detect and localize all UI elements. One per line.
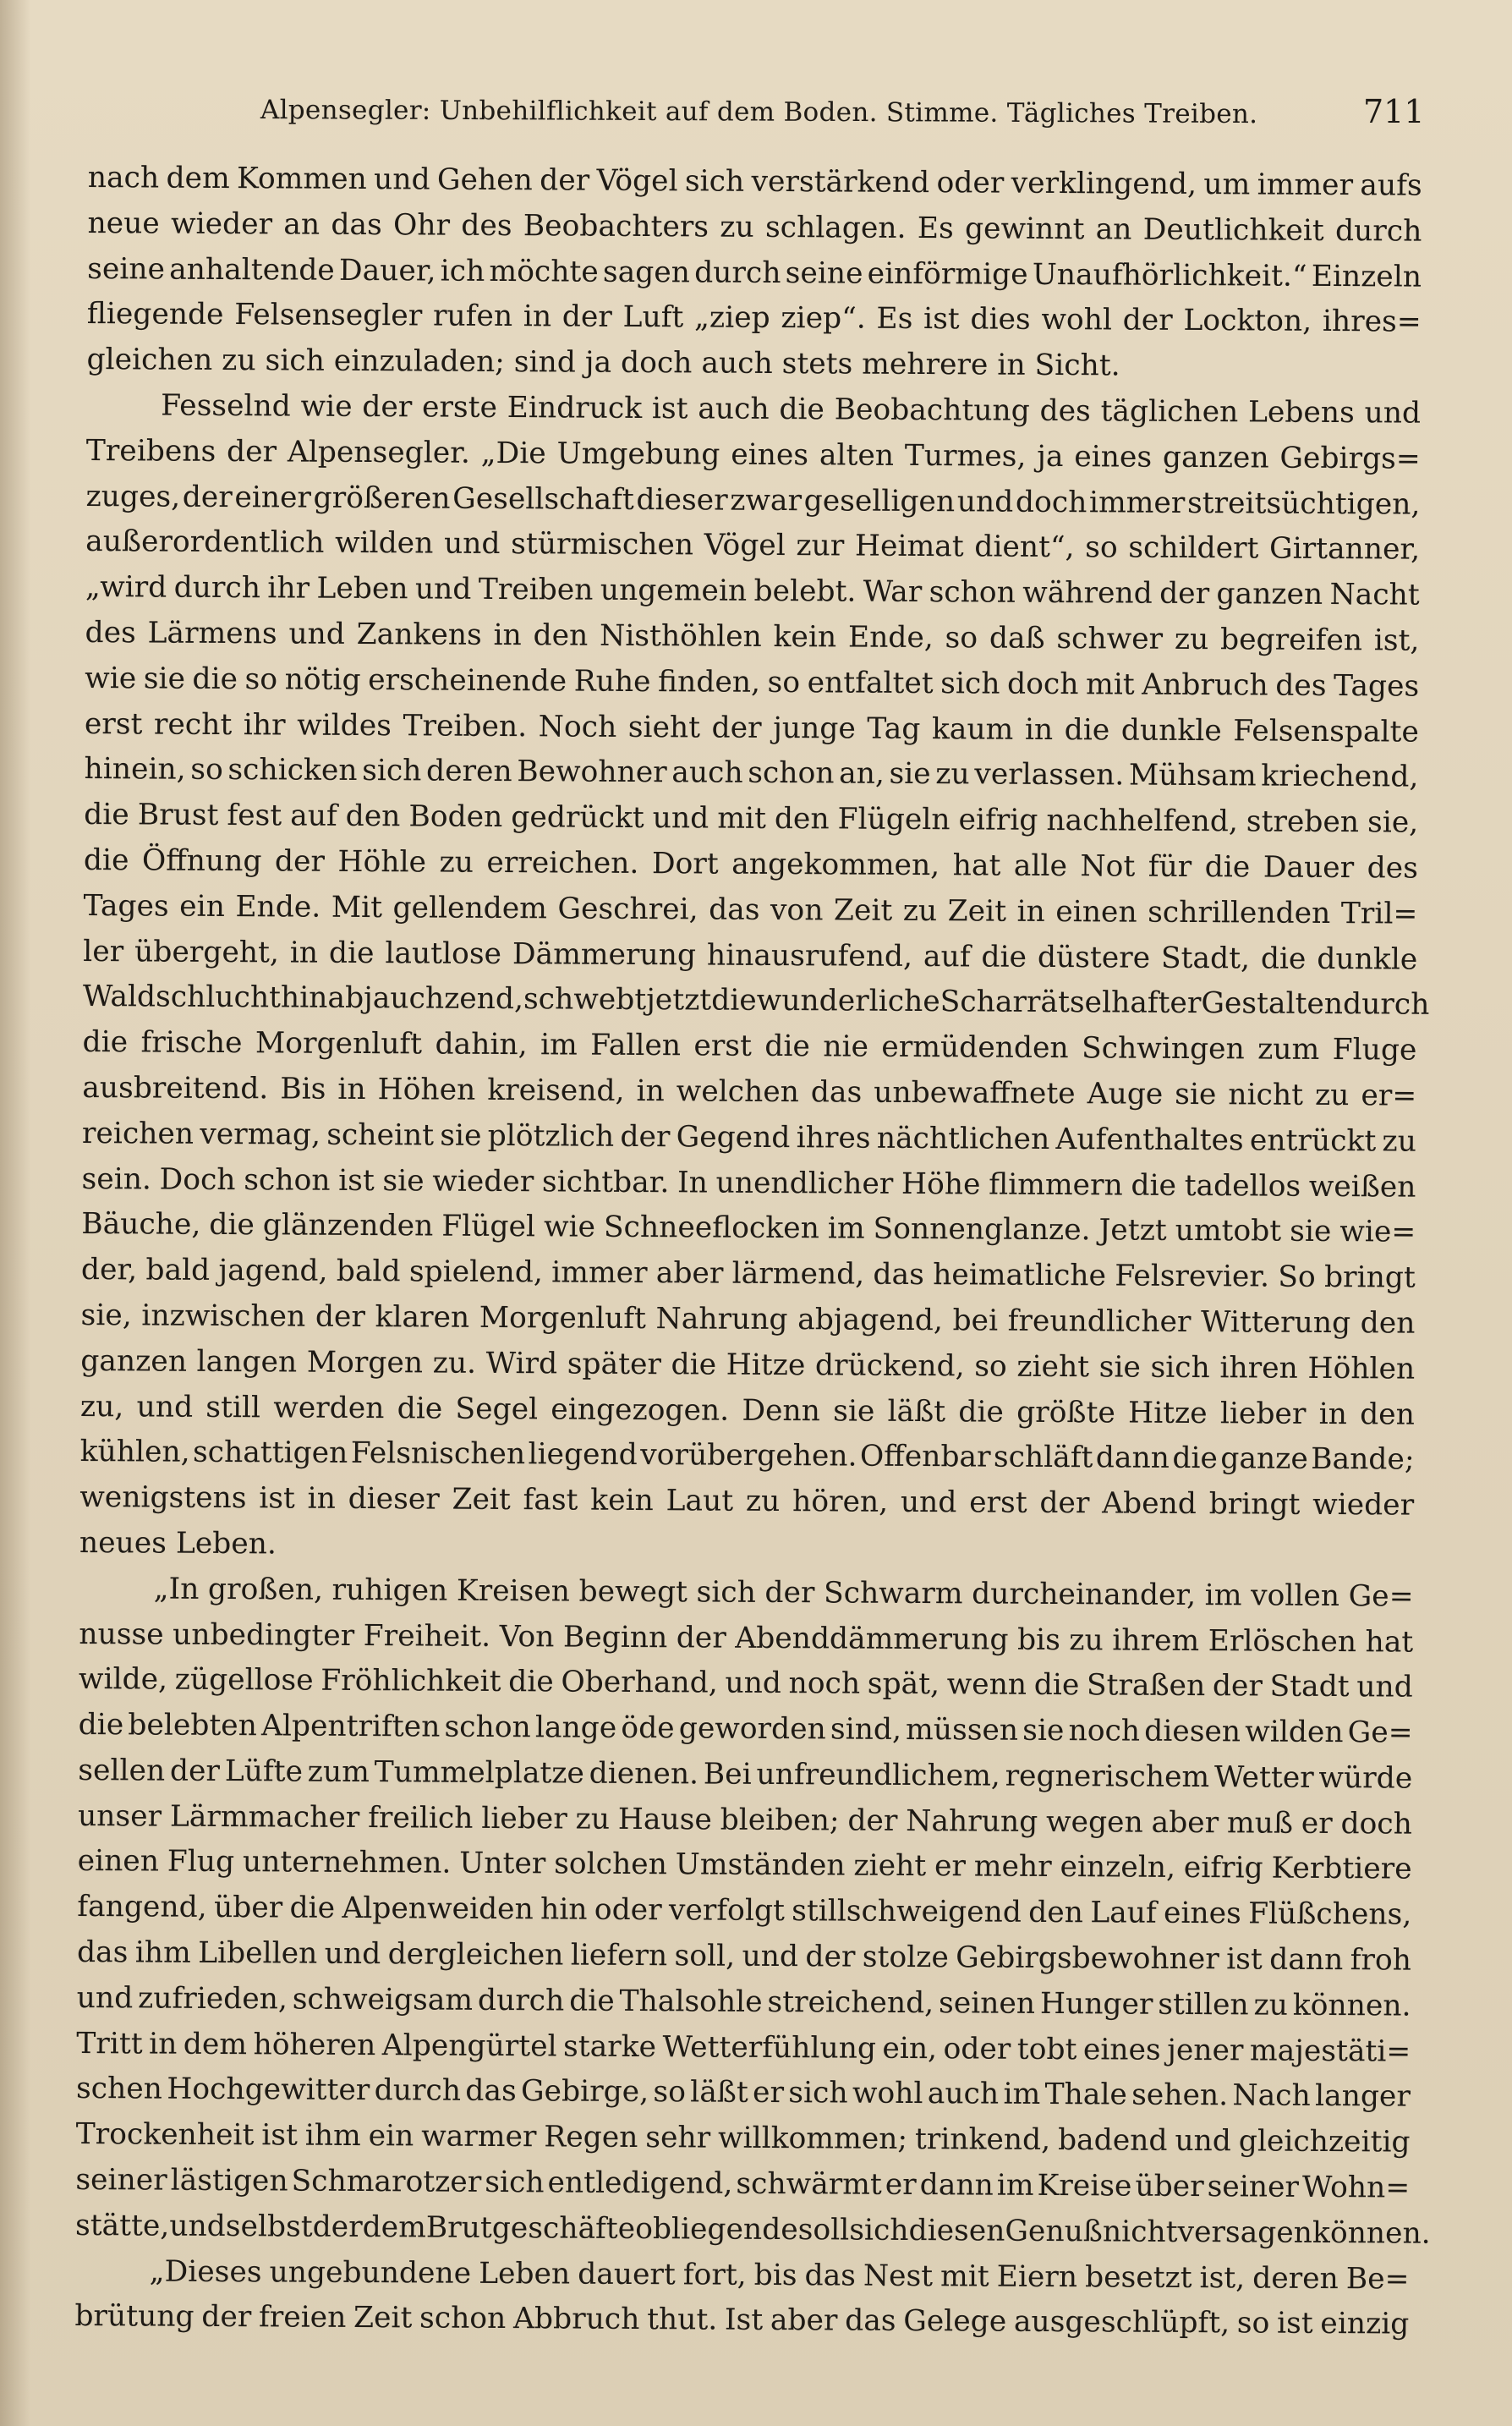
text-line: wie sie die so nötig erscheinende Ruhe finden, so entfaltet sich doch mit Anbruch des Tages — [85, 661, 1420, 704]
text-line: hinein, so schicken sich deren Bewohner auch schon an, sie zu verlassen. Mühsam kriechend, — [84, 752, 1419, 794]
text-line: einen Flug unternehmen. Unter solchen Umständen zieht er mehr einzeln, eifrig Kerbtiere — [77, 1844, 1412, 1887]
text-line: gleichen zu sich einzuladen; sind ja doch auch stets mehrere in Sicht. — [86, 343, 1120, 383]
text-line: wenigstens ist in dieser Zeit fast kein Laut zu hören, und erst der Abend bringt wieder — [79, 1480, 1415, 1523]
text-line: unser Lärmmacher freilich lieber zu Hause bleiben; der Nahrung wegen aber muß er doch — [77, 1798, 1413, 1841]
text-line: Waldschlucht hinabjauchzend, schwebt jetzt die wunderliche Schar rätselhafter Gestalten durch — [82, 980, 1430, 1023]
text-line: wilde, zügellose Fröhlichkeit die Oberhand, und noch spät, wenn die Straßen der Stadt und — [78, 1662, 1413, 1704]
text-line: fliegende Felsensegler rufen in der Luft „ziep ziep“. Es ist dies wohl der Lockton, ihres= — [86, 297, 1422, 340]
text-line: das ihm Libellen und dergleichen liefern soll, und der stolze Gebirgsbewohner ist dann froh — [76, 1935, 1412, 1978]
text-line: nusse unbedingter Freiheit. Von Beginn der Abenddämmerung bis zu ihrem Erlöschen hat — [79, 1616, 1414, 1660]
text-line: der, bald jagend, bald spielend, immer aber lärmend, das heimatliche Felsrevier. So bringt — [80, 1253, 1416, 1295]
text-line: Bäuche, die glänzenden Flügel wie Schneeflocken im Sonnenglanze. Jetzt umtobt sie wie= — [81, 1207, 1416, 1249]
text-line: außerordentlich wilden und stürmischen Vögel zur Heimat dient“, so schildert Girtanner, — [85, 524, 1421, 568]
text-line: schen Hochgewitter durch das Gebirge, so läßt er sich wohl auch im Thale sehen. Nach langer — [75, 2072, 1411, 2115]
text-line: die frische Morgenluft dahin, im Fallen erst die nie ermüdenden Schwingen zum Fluge — [82, 1025, 1417, 1068]
text-line: zu, und still werden die Segel eingezogen. Denn sie läßt die größte Hitze lieber in den — [79, 1389, 1416, 1432]
text-line: ausbreitend. Bis in Höhen kreisend, in welchen das unbewaffnete Auge sie nicht zu er= — [82, 1070, 1417, 1113]
text-line: Tritt in dem höheren Alpengürtel starke Wetterfühlung ein, oder tobt eines jener majestäti= — [76, 2026, 1411, 2069]
text-line: die Brust fest auf den Boden gedrückt und mit den Flügeln eifrig nachhelfend, streben sie, — [84, 798, 1419, 840]
text-line: Trockenheit ist ihm ein warmer Regen sehr willkommen; trinkend, badend und gleichzeitig — [75, 2117, 1411, 2160]
body-text — [74, 156, 1431, 2348]
text-line: die Öffnung der Höhle zu erreichen. Dort angekommen, hat alle Not für die Dauer des — [83, 843, 1418, 886]
text-line: Treibens der Alpensegler. „Die Umgebung eines alten Turmes, ja eines ganzen Gebirgs= — [85, 433, 1421, 476]
page-number: 711 — [1363, 93, 1425, 130]
text-line: stätte, und selbst der dem Brutgeschäfte obliegende soll sich diesen Genuß nicht versagen können. — [74, 2208, 1431, 2251]
text-line: sie, inzwischen der klaren Morgenluft Nahrung abjagend, bei freundlicher Witterung den — [80, 1298, 1416, 1341]
running-head: Alpensegler: Unbehilflichkeit auf dem Boden. Stimme. Tägliches Treiben. — [260, 95, 1258, 130]
text-line: sellen der Lüfte zum Tummelplatze dienen. Bei unfreundlichem, regnerischem Wetter würde — [78, 1753, 1413, 1796]
text-line: seiner lästigen Schmarotzer sich entledigend, schwärmt er dann im Kreise über seiner Wohn= — [75, 2163, 1411, 2205]
text-line: sein. Doch schon ist sie wieder sichtbar. In unendlicher Höhe flimmern die tadellos weißen — [81, 1161, 1416, 1205]
text-line: die belebten Alpentriften schon lange öde geworden sind, müssen sie noch diesen wilden Ge= — [78, 1708, 1413, 1750]
text-line: Fesselnd wie der erste Eindruck ist auch die Beobachtung des täglichen Lebens und — [161, 388, 1422, 431]
text-line: neues Leben. — [79, 1525, 277, 1562]
text-line: „Dieses ungebundene Leben dauert fort, bis das Nest mit Eiern besetzt ist, deren Be= — [149, 2254, 1410, 2297]
text-line: neue wieder an das Ohr des Beobachters zu schlagen. Es gewinnt an Deutlichkeit durch — [87, 206, 1422, 249]
text-line: fangend, über die Alpenweiden hin oder verfolgt stillschweigend den Lauf eines Flüßchens, — [77, 1890, 1412, 1932]
text-line: ler übergeht, in die lautlose Dämmerung hinausrufend, auf die düstere Stadt, die dunkle — [83, 934, 1418, 977]
text-line: ganzen langen Morgen zu. Wird später die Hitze drückend, so zieht sie sich ihren Höhlen — [80, 1343, 1416, 1386]
text-line: „wird durch ihr Leben und Treiben ungemein belebt. War schon während der ganzen Nacht — [85, 570, 1420, 612]
text-line: kühlen, schattigen Felsnischen liegend vorübergehen. Offenbar schläft dann die ganze Bande; — [79, 1435, 1415, 1477]
text-line: erst recht ihr wildes Treiben. Noch sieht der junge Tag kaum in die dunkle Felsenspalte — [84, 706, 1419, 749]
text-line: brütung der freien Zeit schon Abbruch thut. Ist aber das Gelege ausgeschlüpft, so ist einzig — [74, 2299, 1410, 2342]
text-line: und zufrieden, schweigsam durch die Thalsohle streichend, seinen Hunger stillen zu können. — [76, 1980, 1411, 2023]
text-line: nach dem Kommen und Gehen der Vögel sich verstärkend oder verklingend, um immer aufs — [87, 160, 1422, 203]
text-line: zuges, der einer größeren Gesellschaft dieser zwar geselligen und doch immer streitsüchtigen, — [85, 479, 1421, 522]
text-line: des Lärmens und Zankens in den Nisthöhlen kein Ende, so daß schwer zu begreifen ist, — [85, 615, 1420, 658]
text-line: „In großen, ruhigen Kreisen bewegt sich der Schwarm durcheinander, im vollen Ge= — [153, 1572, 1414, 1614]
gutter-shadow — [0, 0, 30, 2426]
text-line: reichen vermag, scheint sie plötzlich der Gegend ihres nächtlichen Aufenthaltes entrückt zu — [81, 1116, 1417, 1159]
text-line: seine anhaltende Dauer, ich möchte sagen durch seine einförmige Unaufhörlichkeit.“ Einzeln — [87, 251, 1422, 294]
text-line: Tages ein Ende. Mit gellendem Geschrei, das von Zeit zu Zeit in einen schrillenden Tril= — [83, 888, 1418, 931]
